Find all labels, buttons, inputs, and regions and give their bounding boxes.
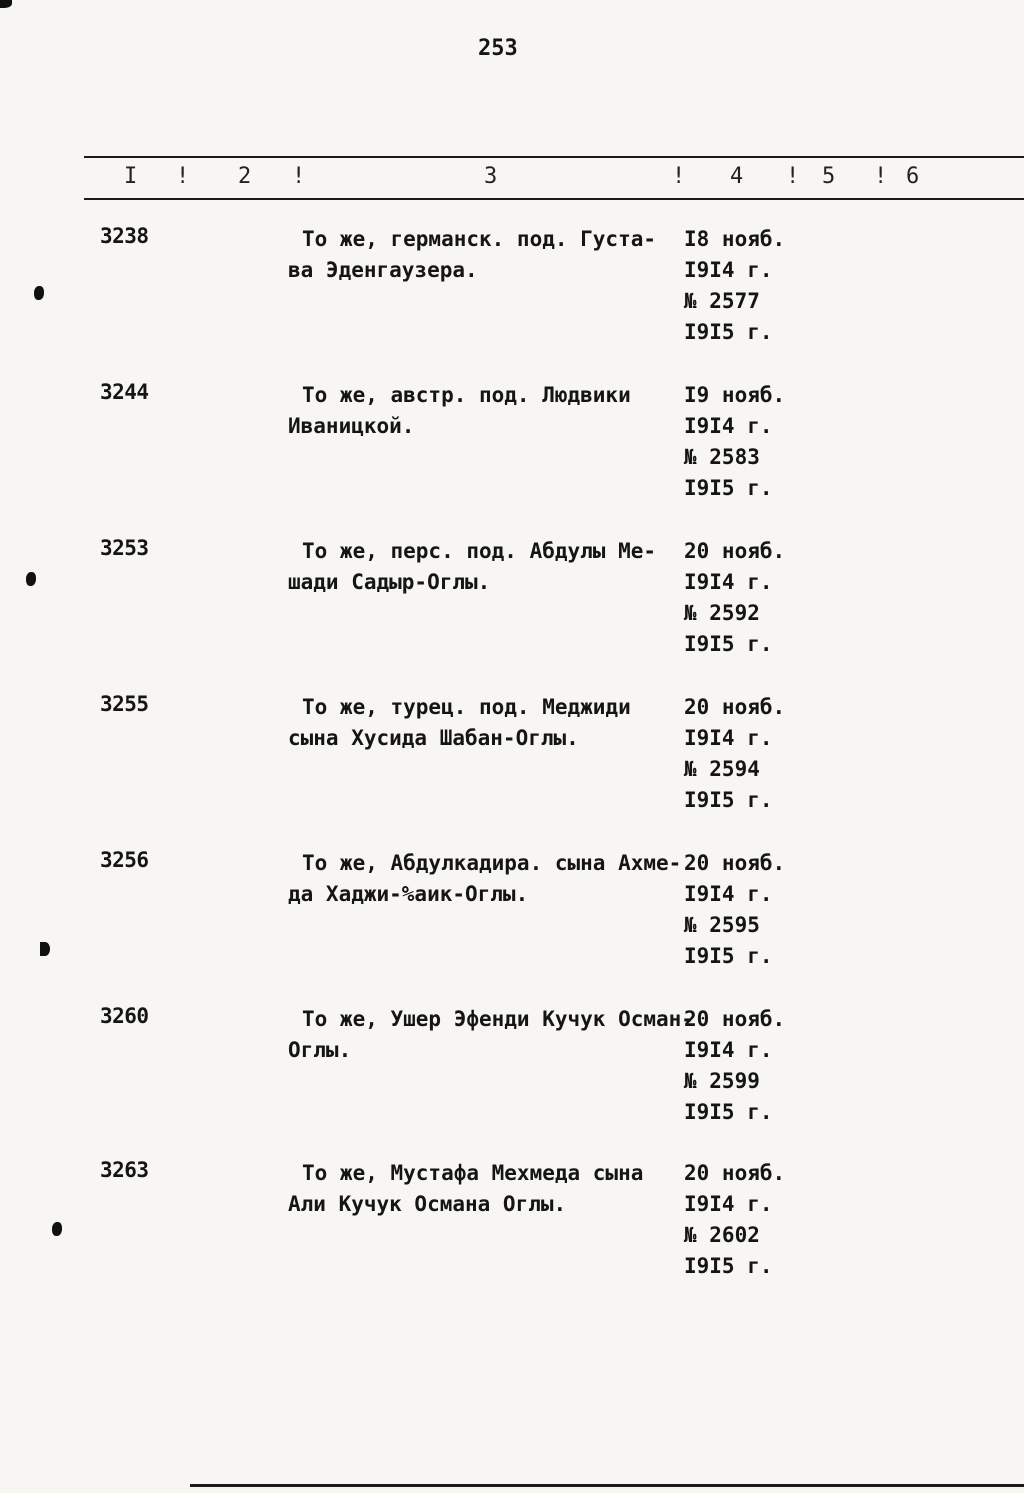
record-description	[288, 692, 688, 754]
record-doc-number: № 2602	[684, 1223, 760, 1247]
header-separator-1: !	[176, 164, 190, 189]
header-rule-bottom	[84, 198, 1024, 200]
header-col-6: 6	[906, 164, 920, 189]
record-number: 3255	[100, 692, 149, 716]
record-date-day: I9 нояб.	[684, 383, 786, 407]
record-row	[0, 380, 1024, 510]
record-date-year: I9I4 г.	[684, 726, 773, 750]
record-description	[288, 1158, 688, 1220]
record-description-line-2: ва Эденгаузера.	[288, 258, 478, 282]
header-col-3: 3	[484, 164, 498, 189]
record-row	[0, 1158, 1024, 1288]
header-separator-3: !	[672, 164, 686, 189]
header-separator-4: !	[786, 164, 800, 189]
header-col-1: I	[124, 164, 138, 189]
binding-hole-mark	[52, 1222, 62, 1236]
record-row	[0, 536, 1024, 666]
record-end-year: I9I5 г.	[684, 1100, 773, 1124]
record-date-day: 20 нояб.	[684, 539, 786, 563]
record-date-day: 20 нояб.	[684, 1161, 786, 1185]
record-date-year: I9I4 г.	[684, 1038, 773, 1062]
record-end-year: I9I5 г.	[684, 476, 773, 500]
record-description	[288, 536, 688, 598]
record-description	[288, 380, 688, 442]
record-description-line-2: сына Хусида Шабан-Оглы.	[288, 726, 579, 750]
record-end-year: I9I5 г.	[684, 320, 773, 344]
binding-hole-mark	[34, 286, 44, 300]
record-description-line-2: Али Кучук Османа Оглы.	[288, 1192, 567, 1216]
record-date-day: 20 нояб.	[684, 851, 786, 875]
record-date-year: I9I4 г.	[684, 258, 773, 282]
record-description-line-2: да Хаджи-%аик-Оглы.	[288, 882, 529, 906]
record-dates	[684, 692, 785, 816]
record-dates	[684, 536, 785, 660]
record-date-year: I9I4 г.	[684, 570, 773, 594]
record-date-year: I9I4 г.	[684, 1192, 773, 1216]
record-number: 3263	[100, 1158, 149, 1182]
header-col-4: 4	[730, 164, 744, 189]
record-description-line-1: То же, Мустафа Мехмеда сына	[302, 1161, 644, 1185]
record-description	[288, 1004, 694, 1066]
page-number: 253	[478, 36, 518, 61]
record-description-line-1: То же, германск. под. Густа-	[302, 227, 657, 251]
record-doc-number: № 2592	[684, 601, 760, 625]
header-col-2: 2	[238, 164, 252, 189]
record-end-year: I9I5 г.	[684, 944, 773, 968]
record-row	[0, 224, 1024, 354]
record-dates	[684, 380, 785, 504]
record-description	[288, 848, 688, 910]
record-date-year: I9I4 г.	[684, 414, 773, 438]
record-row	[0, 1004, 1024, 1134]
record-doc-number: № 2595	[684, 913, 760, 937]
record-date-day: 20 нояб.	[684, 695, 786, 719]
record-row	[0, 848, 1024, 978]
record-description-line-2: Иваницкой.	[288, 414, 415, 438]
record-description-line-2: шади Садыр-Оглы.	[288, 570, 491, 594]
record-date-year: I9I4 г.	[684, 882, 773, 906]
record-number: 3253	[100, 536, 149, 560]
record-doc-number: № 2594	[684, 757, 760, 781]
record-doc-number: № 2583	[684, 445, 760, 469]
record-dates	[684, 848, 785, 972]
record-description	[288, 224, 688, 286]
binding-hole-mark	[40, 942, 50, 956]
record-description-line-1: То же, австр. под. Людвики	[302, 383, 631, 407]
record-description-line-2: Оглы.	[288, 1038, 352, 1062]
record-number: 3256	[100, 848, 149, 872]
record-end-year: I9I5 г.	[684, 632, 773, 656]
record-number: 3238	[100, 224, 149, 248]
record-dates	[684, 224, 785, 348]
header-separator-5: !	[874, 164, 888, 189]
record-row	[0, 692, 1024, 822]
header-separator-2: !	[292, 164, 306, 189]
record-number: 3260	[100, 1004, 149, 1028]
record-end-year: I9I5 г.	[684, 788, 773, 812]
header-rule-top	[84, 156, 1024, 158]
scan-corner-mark	[0, 0, 12, 8]
record-dates	[684, 1158, 785, 1282]
header-col-5: 5	[822, 164, 836, 189]
record-dates	[684, 1004, 785, 1128]
record-date-day: I8 нояб.	[684, 227, 786, 251]
record-date-day: 20 нояб.	[684, 1007, 786, 1031]
record-doc-number: № 2577	[684, 289, 760, 313]
record-end-year: I9I5 г.	[684, 1254, 773, 1278]
record-description-line-1: То же, перс. под. Абдулы Ме-	[302, 539, 657, 563]
record-number: 3244	[100, 380, 149, 404]
record-description-line-1: То же, турец. под. Меджиди	[302, 695, 631, 719]
page-bottom-rule	[190, 1484, 1024, 1487]
record-description-line-1: То же, Абдулкадира. сына Ахме-	[302, 851, 682, 875]
record-description-line-1: То же, Ушер Эфенди Кучук Осман-	[302, 1007, 694, 1031]
binding-hole-mark	[26, 572, 36, 586]
record-doc-number: № 2599	[684, 1069, 760, 1093]
